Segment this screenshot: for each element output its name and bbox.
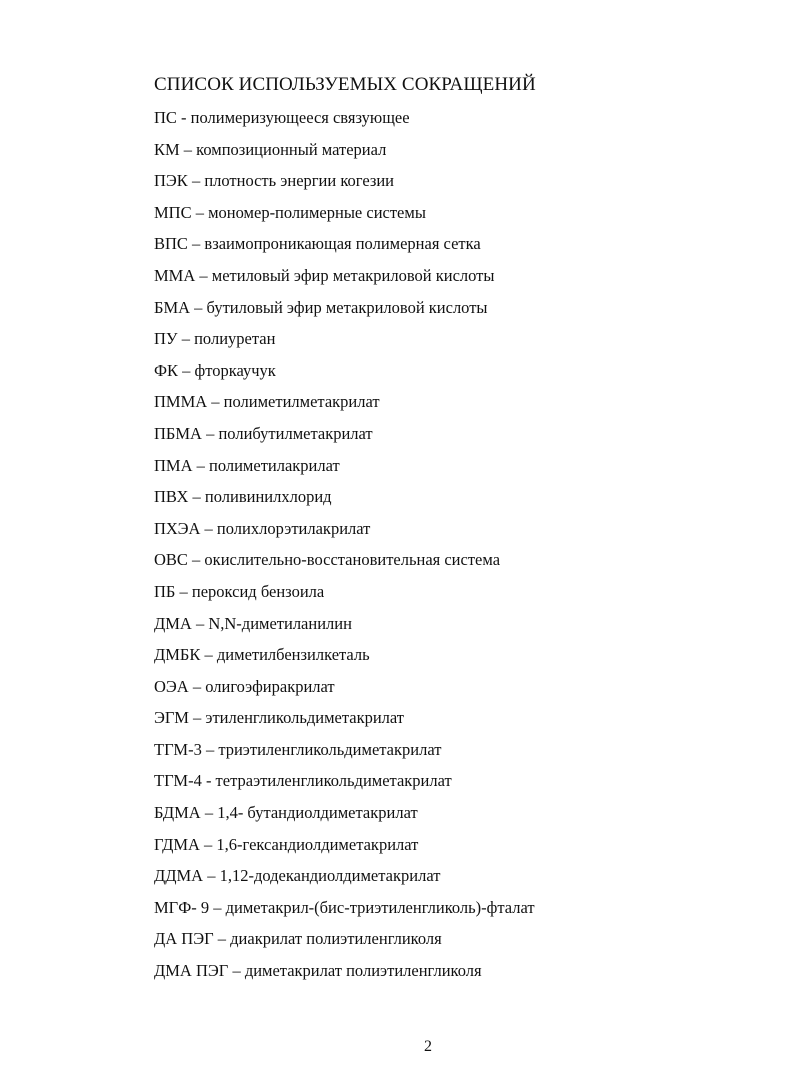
- list-item: ДМБК – диметилбензилкеталь: [154, 645, 370, 665]
- list-item: ПМА – полиметилакрилат: [154, 455, 340, 475]
- list-item: ОЭА – олигоэфиракрилат: [154, 676, 335, 696]
- list-item: ДА ПЭГ – диакрилат полиэтиленгликоля: [154, 929, 442, 949]
- list-item: ДДМА – 1,12-додекандиолдиметакрилат: [154, 866, 441, 886]
- list-item: ПБ – пероксид бензоила: [154, 581, 325, 601]
- list-item: ПММА – полиметилметакрилат: [154, 392, 380, 412]
- list-item: КМ – композиционный материал: [154, 139, 387, 159]
- list-item: ПБМА – полибутилметакрилат: [154, 423, 373, 443]
- list-item: ГДМА – 1,6-гександиолдиметакрилат: [154, 834, 419, 854]
- list-item: ТГМ-3 – триэтиленгликольдиметакрилат: [154, 739, 442, 759]
- list-item: ФК – фторкаучук: [154, 360, 276, 380]
- list-item: МПС – мономер-полимерные системы: [154, 202, 426, 222]
- list-item: ПХЭА – полихлорэтилакрилат: [154, 518, 371, 538]
- list-item: МГФ- 9 – диметакрил-(бис-триэтиленгликоль)-фталат: [154, 897, 535, 917]
- list-item: БМА – бутиловый эфир метакриловой кислоты: [154, 297, 488, 317]
- list-item: ПЭК – плотность энергии когезии: [154, 171, 395, 191]
- list-item: БДМА – 1,4- бутандиолдиметакрилат: [154, 803, 418, 823]
- list-item: ПС - полимеризующееся связующее: [154, 108, 410, 127]
- page-title: СПИСОК ИСПОЛЬЗУЕМЫХ СОКРАЩЕНИЙ: [154, 74, 536, 95]
- list-item: ЭГМ – этиленгликольдиметакрилат: [154, 708, 405, 728]
- abbreviation-list: [154, 106, 535, 991]
- list-item: ОВС – окислительно-восстановительная система: [154, 550, 501, 570]
- list-item: ПУ – полиуретан: [154, 329, 276, 349]
- page-number: 2: [424, 1038, 432, 1055]
- list-item: ДМА – N,N-диметиланилин: [154, 613, 352, 633]
- list-item: ПВХ – поливинилхлорид: [154, 487, 332, 507]
- list-item: ДМА ПЭГ – диметакрилат полиэтиленгликоля: [154, 961, 482, 981]
- list-item: ТГМ-4 - тетраэтиленгликольдиметакрилат: [154, 771, 452, 791]
- list-item: ММА – метиловый эфир метакриловой кислоты: [154, 265, 495, 285]
- list-item: ВПС – взаимопроникающая полимерная сетка: [154, 234, 481, 254]
